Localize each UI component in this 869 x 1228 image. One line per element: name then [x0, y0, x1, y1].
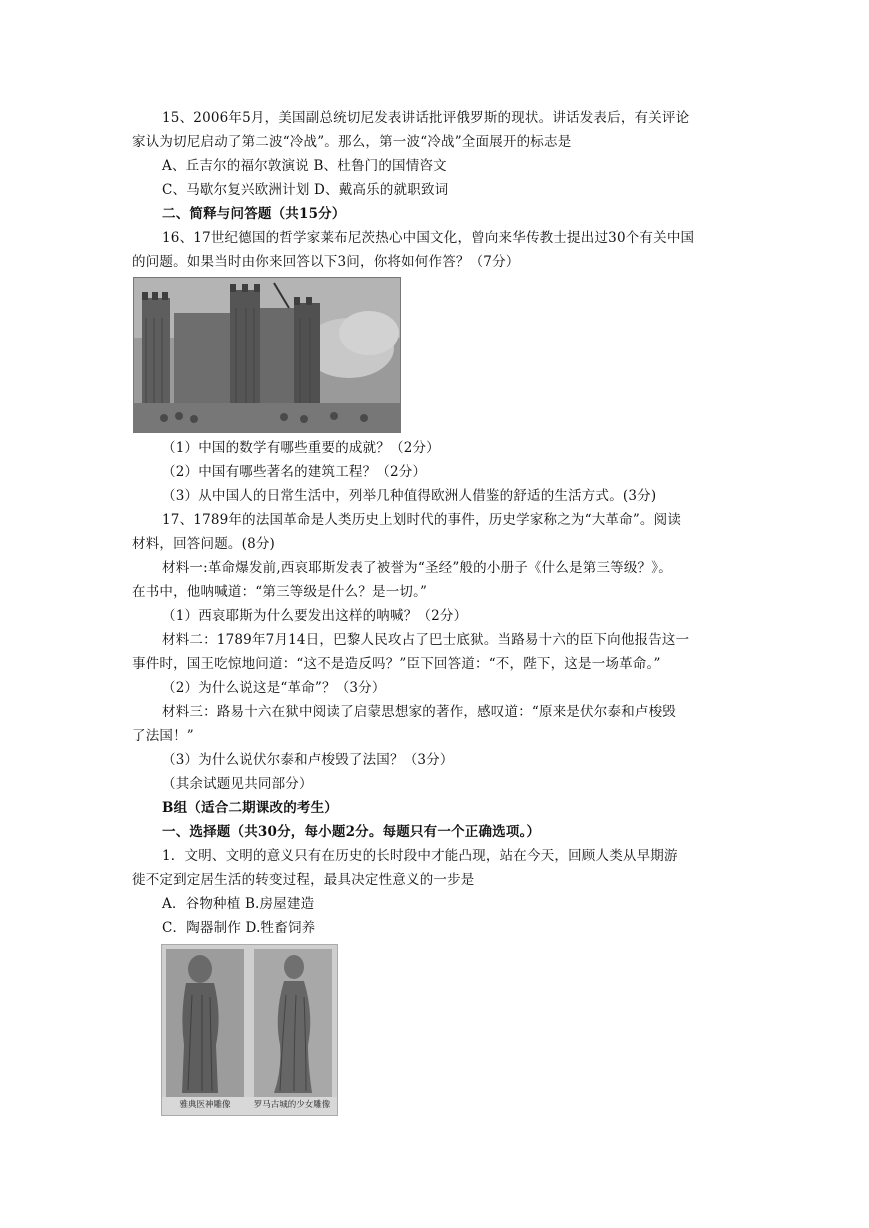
q17-material1-line1: 材料一:革命爆发前,西哀耶斯发表了被誉为“圣经”般的小册子《什么是第三等级？》。: [162, 560, 672, 576]
q17-sub3: （3）为什么说伏尔泰和卢梭毁了法国？（3分）: [162, 752, 454, 768]
q17-material2-line1: 材料二：1789年7月14日，巴黎人民攻占了巴士底狱。当路易十六的臣下向他报告这一: [162, 632, 690, 648]
q16-sub2: （2）中国有哪些著名的建筑工程？（2分）: [162, 464, 427, 480]
q1-options-cd: C．陶器制作 D.牲畜饲养: [162, 920, 316, 936]
q16-line2: 的问题。如果当时由你来回答以下3问，你将如何作答？（7分）: [132, 254, 520, 270]
q1-line1: 1．文明、文明的意义只有在历史的长时段中才能凸现，站在今天，回顾人类从早期游: [162, 848, 678, 864]
q1-line2: 徙不定到定居生活的转变过程，最具决定性意义的一步是: [132, 872, 475, 888]
fig2-caption-left: 雅典医神雕像: [179, 1100, 231, 1110]
groupB-section1-heading: 一、选择题（共30分，每小题2分。每题只有一个正确选项。）: [162, 824, 541, 840]
q17-material2-line2: 事件时，国王吃惊地问道：“这不是造反吗？”臣下回答道：“不，陛下，这是一场革命。”: [132, 656, 661, 672]
q15-line2: 家认为切尼启动了第二波“冷战”。那么，第一波“冷战”全面展开的标志是: [132, 134, 572, 150]
q17-material3-line2: 了法国！”: [132, 728, 194, 744]
statues-image: [161, 944, 338, 1116]
q17-note: （其余试题见共同部分）: [162, 776, 313, 792]
bastille-image: [133, 277, 401, 433]
q16-sub3: （3）从中国人的日常生活中，列举几种值得欧洲人借鉴的舒适的生活方式。(3分): [162, 488, 657, 504]
section2-heading: 二、简释与问答题（共15分）: [162, 206, 346, 222]
bastille-fortress-engraving-icon: [134, 278, 400, 432]
groupB-heading: B组（适合二期课改的考生）: [162, 800, 339, 816]
q17-sub1: （1）西哀耶斯为什么要发出这样的呐喊？（2分）: [162, 608, 468, 624]
q15-options-cd: C、马歇尔复兴欧洲计划 D、戴高乐的就职致词: [162, 182, 449, 198]
q16-line1: 16、17世纪德国的哲学家莱布尼茨热心中国文化，曾向来华传教士提出过30个有关中国: [162, 230, 695, 246]
q17-sub2: （2）为什么说这是“革命”？（3分）: [162, 680, 386, 696]
fig2-caption-right: 罗马古城的少女雕像: [253, 1100, 331, 1110]
two-relief-statues-icon: [162, 945, 337, 1115]
q16-sub1: （1）中国的数学有哪些重要的成就？（2分）: [162, 440, 440, 456]
q17-line2: 材料，回答问题。(8分): [132, 536, 276, 552]
q17-material1-line2: 在书中，他呐喊道：“第三等级是什么？是一切。”: [132, 584, 428, 600]
q17-material3-line1: 材料三：路易十六在狱中阅读了启蒙思想家的著作，感叹道：“原来是伏尔泰和卢梭毁: [162, 704, 677, 720]
q17-line1: 17、1789年的法国革命是人类历史上划时代的事件，历史学家称之为“大革命”。阅读: [162, 512, 682, 528]
q1-options-ab: A．谷物种植 B.房屋建造: [162, 896, 315, 912]
q15-line1: 15、2006年5月，美国副总统切尼发表讲话批评俄罗斯的现状。讲话发表后，有关评论: [162, 110, 690, 126]
q15-options-ab: A、丘吉尔的福尔敦演说 B、杜鲁门的国情咨文: [162, 158, 447, 174]
